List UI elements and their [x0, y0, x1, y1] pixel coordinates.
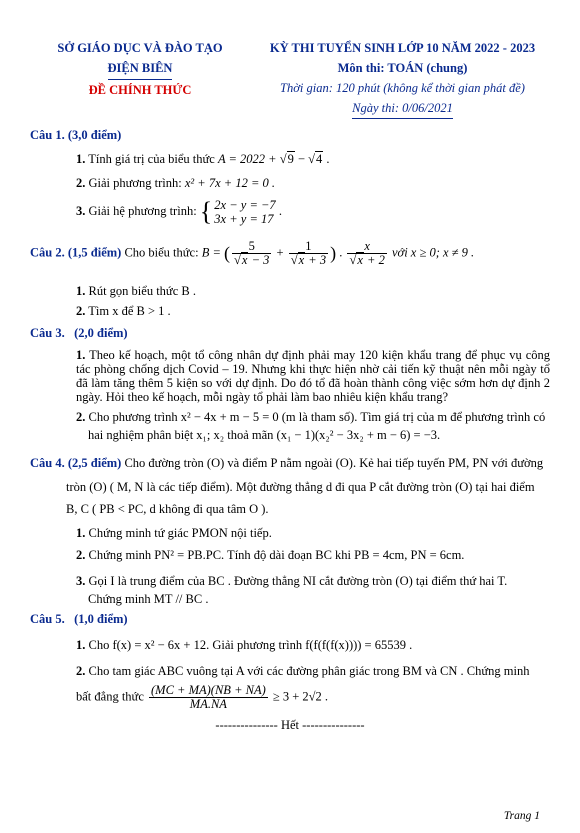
q2-plus: +: [273, 245, 287, 260]
q4-intro-line1: [30, 456, 543, 471]
q2-frac-2-den-tail: + 3: [305, 253, 327, 267]
q3-heading: Câu 3.: [30, 326, 65, 340]
q1-item-1-end: .: [323, 152, 330, 166]
exam-title: KỲ THI TUYỂN SINH LỚP 10 NĂM 2022 - 2023: [269, 41, 536, 55]
q3-item-2-line1: Cho phương trình x² − 4x + m − 5 = 0 (m là tham số). Tìm giá trị của m để phương trình có: [88, 410, 546, 424]
end-mark: --------------- Hết ---------------: [215, 718, 365, 732]
q4-item-3-cont: Chứng minh MT // BC .: [88, 592, 209, 606]
q4-item-2-num: 2.: [76, 548, 86, 562]
q2-item-2-text: Tìm x để B > 1 .: [88, 304, 171, 318]
q1-item-1-text: Tính giá trị của biểu thức: [88, 152, 215, 166]
q2-condition: với x ≥ 0; x ≠ 9 .: [391, 245, 475, 260]
q5-item-2-num: 2.: [76, 664, 86, 678]
q2-frac-2: $\frac{1}{√x + 3}$: [290, 239, 327, 267]
q5-item-1-text: Cho f(x) = x² − 6x + 12. Giải phương trình f(f(f(f(x)))) = 65539 .: [88, 638, 413, 652]
q3-item-2-cont: hai nghiệm phân biệt x₁; x₂ thoả mãn (x₁ − 1)(x₂² − 3x₂ + m − 6) = −3.: [88, 428, 441, 442]
q1-item-2: [76, 176, 275, 191]
q4-item-1-text: Chứng minh tứ giác PMON nội tiếp.: [88, 526, 272, 540]
q5-item-2-cont: [76, 684, 328, 711]
q3-item-2-num: 2.: [76, 410, 86, 424]
q2-dot: .: [336, 245, 346, 260]
q5-heading-line: [30, 612, 128, 627]
q5-item-1-num: 1.: [76, 638, 86, 652]
q1-item-3-eq2: 3x + y = 17: [214, 212, 274, 226]
q2-item-1-text: Rút gọn biểu thức B .: [88, 284, 196, 298]
exam-date: Ngày thi: 0/06/2021: [352, 98, 453, 119]
q4-intro-3: B, C ( PB < PC, d không đi qua tâm O ).: [66, 502, 269, 516]
q3-points: (2,0 điểm): [74, 326, 128, 340]
q1-item-1-root1: 9: [287, 152, 294, 166]
q5-heading: Câu 5.: [30, 612, 65, 626]
q2-line: Câu 2. (1,5 điểm) Cho biểu thức: B = ( $\frac{5}{√x - 3}$ + $\frac{1}{√x + 3}$ ) . $\frac{x}{√x + 2}$ với x ≥ 0; x ≠ 9 .: [30, 239, 475, 267]
q2-frac-1-den-tail: − 3: [248, 253, 270, 267]
q1-item-1-num: 1.: [76, 152, 86, 166]
q1-item-2-expr: x² + 7x + 12 = 0 .: [184, 176, 276, 190]
q2-frac-2-num: 1: [289, 240, 328, 254]
q3-item-2: [76, 410, 545, 425]
q5-points: (1,0 điểm): [74, 612, 128, 626]
q2-frac-3-den-tail: + 2: [363, 253, 385, 267]
q5-ineq-frac: [149, 684, 268, 711]
q4-item-2-text: Chứng minh PN² = PB.PC. Tính độ dài đoạn BC khi PB = 4cm, PN = 6cm.: [88, 548, 465, 562]
page-number: Trang 1: [503, 810, 540, 822]
q2-item-2: [76, 304, 171, 319]
official-label: ĐỀ CHÍNH THỨC: [88, 83, 192, 97]
q2-item-1-num: 1.: [76, 284, 86, 298]
q2-heading: Câu 2. (1,5 điểm): [30, 245, 122, 260]
q4-item-3-num: 3.: [76, 574, 86, 588]
q4-heading: Câu 4. (2,5 điểm): [30, 456, 122, 470]
q2-b-lhs: B =: [201, 245, 225, 260]
q5-item-2: [76, 664, 529, 679]
q2-frac-3-num: x: [347, 240, 386, 254]
q5-item-2-line1: Cho tam giác ABC vuông tại A với các đường phân giác trong BM và CN . Chứng minh: [88, 664, 530, 678]
dept-name: SỞ GIÁO DỤC VÀ ĐÀO TẠO: [57, 41, 223, 55]
province-name: ĐIỆN BIÊN: [108, 58, 173, 80]
q2-item-2-num: 2.: [76, 304, 86, 318]
q2-frac-3-root: x: [357, 253, 363, 267]
q2-frac-1: $\frac{5}{√x - 3}$: [234, 239, 270, 267]
q1-heading: Câu 1. (3,0 điểm): [30, 128, 122, 142]
exam-subject: Môn thi: TOÁN (chung): [337, 61, 468, 75]
q1-item-1-expr: A = 2022 +: [217, 152, 280, 166]
q1-item-3: [76, 198, 282, 226]
q4-item-2: [76, 548, 464, 563]
q4-intro-2: tròn (O) ( M, N là các tiếp điểm). Một đường thẳng d đi qua P cắt đường tròn (O) tại hai điểm: [66, 480, 535, 494]
header-left: [40, 38, 240, 100]
q1-item-3-text: Giải hệ phương trình:: [88, 203, 197, 218]
q4-item-3-line1: Gọi I là trung điểm của BC . Đường thẳng NI cắt đường tròn (O) tại điểm thứ hai T.: [88, 574, 508, 588]
q2-frac-1-root: x: [241, 253, 248, 267]
q3-heading-line: [30, 326, 128, 341]
q1-item-1: 1. Tính giá trị của biểu thức A = 2022 + √9 − √4 .: [76, 152, 330, 166]
q1-item-3-num: 3.: [76, 203, 86, 218]
q2-item-1: [76, 284, 196, 299]
q1-item-1-root2: 4: [316, 152, 323, 166]
q4-item-3: [76, 574, 507, 589]
q5-ineq-den: MA.NA: [189, 697, 227, 711]
q2-frac-2-root: x: [298, 253, 305, 267]
q4-item-1-num: 1.: [76, 526, 86, 540]
q5-ineq-rhs: ≥ 3 + 2√2 .: [272, 689, 329, 704]
q2-intro: Cho biểu thức:: [124, 245, 199, 260]
q1-item-1-minus: −: [294, 152, 309, 166]
q5-item-2-line2: bất đẳng thức: [76, 689, 144, 704]
header-right: [255, 38, 550, 119]
q5-item-1: [76, 638, 412, 653]
q4-item-1: [76, 526, 272, 541]
system-brace-icon: {: [199, 197, 213, 226]
q5-ineq-num: (MC + MA)(NB + NA): [151, 683, 266, 697]
q1-item-2-text: Giải phương trình:: [88, 176, 182, 190]
q4-intro-1: Cho đường tròn (O) và điểm P nằm ngoài (O). Kẻ hai tiếp tuyến PM, PN với đường: [124, 456, 544, 470]
q2-frac-1-num: 5: [232, 240, 271, 254]
q1-item-3-end: .: [278, 203, 282, 218]
q3-item-1-num: 1.: [76, 348, 86, 362]
q1-item-3-eq1: 2x − y = −7: [214, 198, 276, 212]
exam-duration: Thời gian: 120 phút (không kể thời gian phát đề): [280, 81, 525, 95]
q3-item-1-text: Theo kế hoạch, một tổ công nhân dự định phải may 120 kiện khẩu trang để phục vụ công tác phòng chống dịch Covid – 19. Nhưng khi thực hiện nhờ cải tiến kỹ thuật nên mỗi ngày tổ đã làm tăng thêm 5 kiện so với dự định. Do đó tổ đã hoàn thành công việc sớm hơn dự định 2 ngày. Hỏi theo kế hoạch, mỗi ngày tổ phải làm bao nhiêu kiện khẩu trang?: [76, 348, 550, 404]
q2-frac-3: $\frac{x}{√x + 2}$: [349, 239, 385, 267]
q1-item-2-num: 2.: [76, 176, 86, 190]
q3-item-1: [76, 348, 550, 404]
